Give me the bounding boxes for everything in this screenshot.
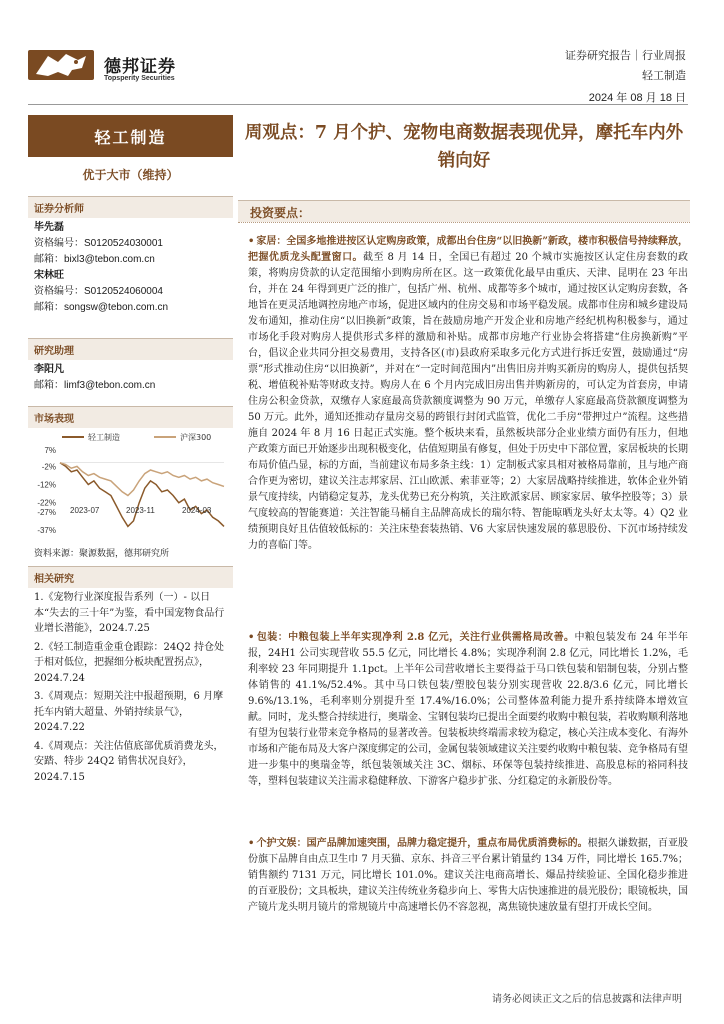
x-tick-label: 2023-07 (70, 506, 100, 515)
related-list (34, 590, 230, 788)
market-chart (28, 428, 233, 540)
analyst-cert: 资格编号：S0120524060004 (34, 286, 163, 297)
analyst-email[interactable]: 邮箱：bixl3@tebon.com.cn (34, 254, 155, 265)
paragraph-home (248, 234, 688, 554)
report-date: 2024 年 08 月 18 日 (588, 92, 686, 104)
rating: 优于大市（维持） (82, 168, 179, 182)
points-header (238, 200, 690, 222)
paragraph-body: 根据久谦数据，百亚股份旗下品牌自由点卫生巾 7 月天猫、京东、抖音三平台累计销量约 134 万件，同比增长 165.7%；销售额约 7131 万元，同比增长 101.0%。建议关注电商高增长、爆品持续验证、全国化稳步推进的百亚股份；文具板块，建议关注传统业务稳步向上、零售大店快速推进的晨光股份；眼镜板块，国产镜片龙头明月镜片的常规镜片中高速增长仍不容忽视，离焦镜快速放量有望打开成长空间。 (248, 838, 689, 913)
related-item[interactable]: 3.《周观点：短期关注中报超预期，6 月摩托车内销大超量、外销持续景气》，2024.7.22 (34, 691, 224, 733)
analysts-title: 证券分析师 (28, 196, 233, 218)
analyst-1 (34, 220, 168, 316)
points-title: 投资要点： (250, 206, 311, 220)
legend-label: 沪深300 (180, 433, 212, 442)
analyst-email[interactable]: 邮箱：songsw@tebon.com.cn (34, 302, 169, 313)
footer-disclaimer[interactable]: 请务必阅读正文之后的信息披露和法律声明 (492, 994, 682, 1005)
y-tick-label: -2% (41, 462, 56, 472)
analyst-name: 宋林旺 (34, 270, 64, 281)
points-divider (238, 222, 690, 223)
market-title: 市场表现 (28, 406, 233, 428)
paragraph-highlight: 家居：全国多地推进按区认定购房政策，成都出台住房“以旧换新”新政，楼市积极信号持续释放，把握优质龙头配置窗口。 (248, 236, 688, 263)
legend-label: 轻工制造 (88, 433, 120, 442)
y-tick-label: -27% (37, 507, 56, 517)
bullet-icon: • (248, 236, 255, 247)
paragraph-body: 截至 8 月 14 日，全国已有超过 20 个城市实施按区认定住房套数的政策，将购房贷款的认定范围缩小到购房所在区。这一政策优化最早由重庆、天津、昆明在 23 年出台，并在 24 年得到更广泛的推广，包括广州、杭州、成都等多个城市，通过按区认定购房套数，各地旨在更灵活地调控房地产市场，促进区域内的住房交易和市场平稳发展。成都市住房和城乡建设局发布通知，推动住房“以旧换新”政策，旨在鼓励房地产开发企业和房地产经纪机构积极参与，通过市场化手段对购房人提供形式多样的激励和补贴。成都市房地产行业协会将搭建“住房换新购”平台，倡议企业共同分担交易费用，支持各区(市)县政府采取多元化方式进行拆迁安置，鼓励通过“房票”形式推动住房“以旧换新”，并对在“一定时间范围内”出售旧房并购买新房的购房人，提供包括契税、增值税补贴等财政支持。购房人在 6 个月内完成旧房出售并购新房的，可认定为首套房，申请住房公积金贷款，双缴存人家庭最高贷款额度调整为 90 万元，单缴存人家庭最高贷款额度调整为 50 万元。此外，通知还推动存量房交易的跨银行封闭式监管，优化二手房“带押过户”流程。这些措施自 2024 年 8 月 16 日起正式实施。整个板块来看，虽然板块部分企业业绩方面仍有压力，但地产政策方面已开始逐步出现积极变化，估值短期虽有修复，但处于历史中下部位置，家居板块的长期布局价值凸显，标的方面，当前建议布局多条主线：1）定制板式家具相对被格局靠前，且与地产商合作更为密切，建议关注志邦家居、江山欧派、索菲亚等；2）大家居战略持续推进，软体企业外销景气度持续，内销稳定复苏，龙头优势已充分构筑，关注欧派家居、顾家家居、敏华控股等；3）景气度较高的智能赛道：关注智能马桶自主品牌高成长的瑞尔特、智能晾晒龙头好太太等。4）Q2 业绩预期良好且估值较低标的：关注床垫套装热销、V6 大家居快速发展的慕思股份、下沉市场持续发力的喜临门等。 (248, 252, 689, 551)
brand-subtitle: Topsperity Securities (104, 75, 175, 82)
bullet-icon: • (248, 632, 255, 643)
brand-name: 德邦证券 (104, 57, 176, 77)
paragraph-highlight: 包装：中粮包装上半年实现净利 2.8 亿元，关注行业供需格局改善。 (256, 632, 575, 643)
assistant-info (34, 362, 155, 394)
related-item[interactable]: 1.《宠物行业深度报告系列（一）- 以日本“失去的三十年”为鉴，看中国宠物食品行业增长潜能》，2024.7.25 (34, 592, 225, 634)
company-logo (28, 44, 98, 82)
bullet-icon: • (248, 838, 255, 849)
header-sector: 轻工制造 (642, 69, 686, 82)
assistant-name: 李阳凡 (34, 364, 64, 375)
related-item[interactable]: 2.《轻工制造重金重仓跟踪：24Q2 持仓处于相对低位，把握细分板块配置拐点》，2024.7.24 (34, 641, 225, 684)
y-tick-label: -22% (37, 498, 56, 508)
sector-label: 轻工制造 (28, 115, 233, 157)
related-item[interactable]: 4.《周观点：关注估值底部优质消费龙头，安踏、特步 24Q2 销售状况良好》，2024.7.15 (34, 740, 224, 783)
header-divider (28, 104, 688, 105)
y-tick-label: -37% (37, 526, 56, 535)
market-chart-svg (28, 428, 233, 540)
assistant-email[interactable]: 邮箱：limf3@tebon.com.cn (34, 380, 156, 391)
report-title: 周观点：7 月个护、宠物电商数据表现优异，摩托车内外销向好 (244, 123, 684, 171)
assistant-title: 研究助理 (28, 338, 233, 360)
y-tick-label: -12% (37, 480, 56, 490)
x-tick-label: 2023-11 (126, 506, 155, 515)
paragraph-packaging (248, 630, 688, 790)
report-type: 证券研究报告｜行业周报 (565, 49, 686, 62)
chart-source: 资料来源：聚源数据，德邦研究所 (34, 549, 170, 559)
analyst-name: 毕先磊 (34, 222, 64, 233)
related-title: 相关研究 (28, 566, 233, 588)
paragraph-body: 中粮包装发布 24 年半年报，24H1 公司实现营收 55.5 亿元，同比增长 4.8%；实现净利润 2.8 亿元，同比增长 1.2%，毛利率较 23 年同期提升 1.1pct。上半年公司营收增长主要得益于马口铁包装和铝制包装，分别占整体销售的 41.1%/52.4%。其中马口铁包装/塑胶包装分别实现营收 22.8/3.6 亿元，同比增长 9.6%/13.1%，毛利率则分别提升至 17.4%/16.0%；公司整体盈利能力提升系持续降本增效宣献。同时，龙头整合持续进行，奥瑞金、宝钢包装均已提出全面要约收购中粮包装，若收购顺利落地有望为包装行业带来竞争格局的显著改善。包装板块终端需求较为稳定，核心关注成本变化、有海外市场和产能布局及大客户深度绑定的公司，金属包装领域建议关注要约收购中粮包装、竞争格局有望进一步集中的奥瑞金等，纸包装领域关注 3C、烟标、环保等包装持续推进、高股息标的裕同科技等，塑料包装建议关注需求稳健释放、下游客户稳步扩张、分红稳定的永新股份等。 (248, 632, 688, 787)
x-tick-label: 2024-03 (182, 506, 212, 515)
y-tick-label: 7% (44, 446, 56, 455)
paragraph-highlight: 个护文娱：国产品牌加速突围，品牌力稳定提升，重点布局优质消费标的。 (256, 838, 588, 849)
analyst-cert: 资格编号：S0120524030001 (34, 238, 163, 249)
paragraph-personal-care (248, 836, 688, 916)
